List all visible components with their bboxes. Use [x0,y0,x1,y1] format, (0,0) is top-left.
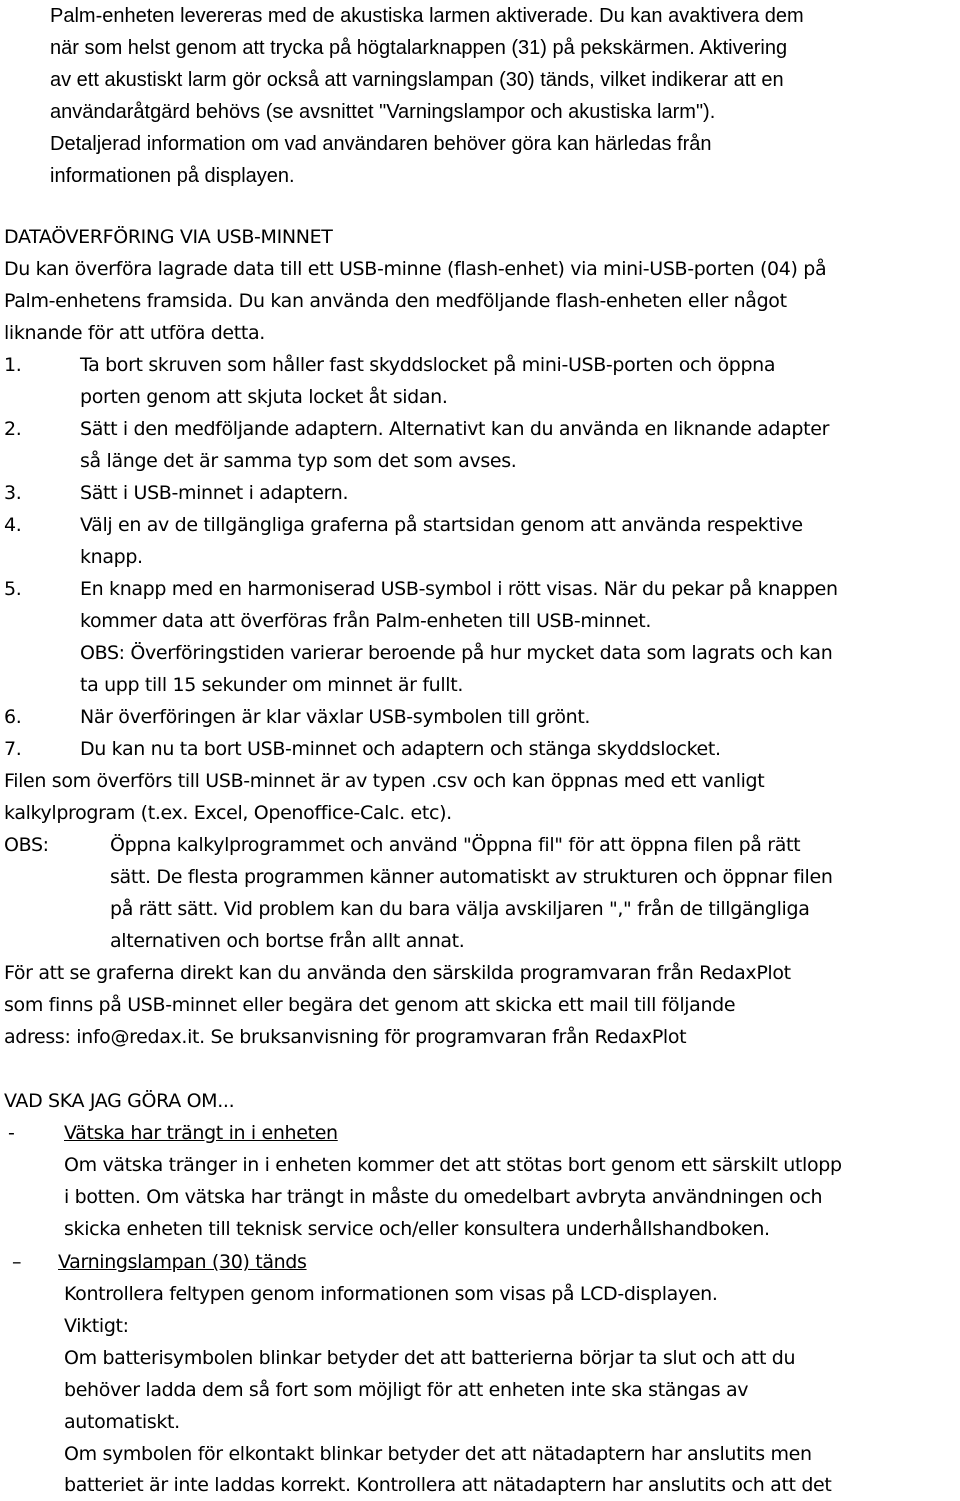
whatif-item-1-title: Vätska har trängt in i enheten [64,1122,338,1144]
intro-line-6: informationen på displayen. [50,165,295,187]
whatif-item-1-line-2: i botten. Om vätska har trängt in måste du omedelbart avbryta användningen och [64,1186,823,1208]
whatif-item-1-line-1: Om vätska tränger in i enheten kommer det att stötas bort genom ett särskilt utlopp [64,1154,842,1176]
whatif-item-1-line-3: skicka enheten till teknisk service och/eller konsultera underhållshandboken. [64,1218,770,1240]
step-5-line-3: OBS: Överföringstiden varierar beroende på hur mycket data som lagrats och kan [80,642,833,664]
note-label: OBS: [4,834,49,856]
step-2-line-1: Sätt i den medföljande adaptern. Alternativt kan du använda en liknande adapter [80,418,830,440]
step-4-line-1: Välj en av de tillgängliga graferna på startsidan genom att använda respektive [80,514,803,536]
step-6-line-1: När överföringen är klar växlar USB-symbolen till grönt. [80,706,591,728]
file-line-2: kalkylprogram (t.ex. Excel, Openoffice-Calc. etc). [4,802,452,824]
step-number: 7. [4,738,22,760]
step-number: 4. [4,514,22,536]
intro-line-2: när som helst genom att trycka på högtalarknappen (31) på pekskärmen. Aktivering [50,37,788,59]
usb-heading: DATAÖVERFÖRING VIA USB-MINNET [4,226,333,248]
step-3-line-1: Sätt i USB-minnet i adaptern. [80,482,349,504]
intro-line-3: av ett akustiskt larm gör också att varningslampan (30) tänds, vilket indikerar att en [50,69,784,91]
step-5-line-4: ta upp till 15 sekunder om minnet är fullt. [80,674,464,696]
intro-line-5: Detaljerad information om vad användaren behöver göra kan härledas från [50,133,712,155]
step-5-line-1: En knapp med en harmoniserad USB-symbol i rött visas. När du pekar på knappen [80,578,838,600]
whatif-item-2-line-6: Om symbolen för elkontakt blinkar betyder det att nätadaptern har anslutits men [64,1443,812,1465]
step-4-line-2: knapp. [80,546,143,568]
whatif-item-2-title: Varningslampan (30) tänds [58,1251,307,1273]
note-line-1: Öppna kalkylprogrammet och använd "Öppna fil" för att öppna filen på rätt [110,834,801,856]
usb-intro-line-1: Du kan överföra lagrade data till ett USB-minne (flash-enhet) via mini-USB-porten (04) på [4,258,827,280]
file-line-1: Filen som överförs till USB-minnet är av typen .csv och kan öppnas med ett vanligt [4,770,765,792]
intro-line-4: användaråtgärd behövs (se avsnittet "Varningslampor och akustiska larm"). [50,101,716,123]
note-line-3: på rätt sätt. Vid problem kan du bara välja avskiljaren "," från de tillgängliga [110,898,810,920]
list-bullet: – [12,1251,22,1273]
step-1-line-2: porten genom att skjuta locket åt sidan. [80,386,448,408]
whatif-item-2-line-3: Om batterisymbolen blinkar betyder det att batterierna börjar ta slut och att du [64,1347,796,1369]
redax-line-1: För att se graferna direkt kan du använda den särskilda programvaran från RedaxPlot [4,962,791,984]
redax-line-3: adress: info@redax.it. Se bruksanvisning för programvaran från RedaxPlot [4,1026,687,1048]
whatif-item-2-line-7: batteriet är inte laddas korrekt. Kontrollera att nätadaptern har anslutits och att det [64,1474,832,1496]
usb-intro-line-2: Palm-enhetens framsida. Du kan använda den medföljande flash-enheten eller något [4,290,787,312]
note-line-2: sätt. De flesta programmen känner automatiskt av strukturen och öppnar filen [110,866,833,888]
intro-line-1: Palm-enheten levereras med de akustiska larmen aktiverade. Du kan avaktivera dem [50,5,804,27]
step-number: 1. [4,354,22,376]
note-line-4: alternativen och bortse från allt annat. [110,930,465,952]
whatif-heading: VAD SKA JAG GÖRA OM... [4,1090,235,1112]
step-1-line-1: Ta bort skruven som håller fast skyddslocket på mini-USB-porten och öppna [80,354,776,376]
whatif-item-2-line-1: Kontrollera feltypen genom informationen som visas på LCD-displayen. [64,1283,718,1305]
step-number: 6. [4,706,22,728]
step-number: 5. [4,578,22,600]
step-number: 2. [4,418,22,440]
step-number: 3. [4,482,22,504]
list-bullet: - [8,1122,15,1144]
whatif-item-2-line-5: automatiskt. [64,1411,180,1433]
step-5-line-2: kommer data att överföras från Palm-enheten till USB-minnet. [80,610,652,632]
usb-intro-line-3: liknande för att utföra detta. [4,322,265,344]
whatif-item-2-line-2: Viktigt: [64,1315,129,1337]
redax-line-2: som finns på USB-minnet eller begära det genom att skicka ett mail till följande [4,994,736,1016]
step-7-line-1: Du kan nu ta bort USB-minnet och adaptern och stänga skyddslocket. [80,738,721,760]
whatif-item-2-line-4: behöver ladda dem så fort som möjligt för att enheten inte ska stängas av [64,1379,749,1401]
step-2-line-2: så länge det är samma typ som det som avses. [80,450,517,472]
